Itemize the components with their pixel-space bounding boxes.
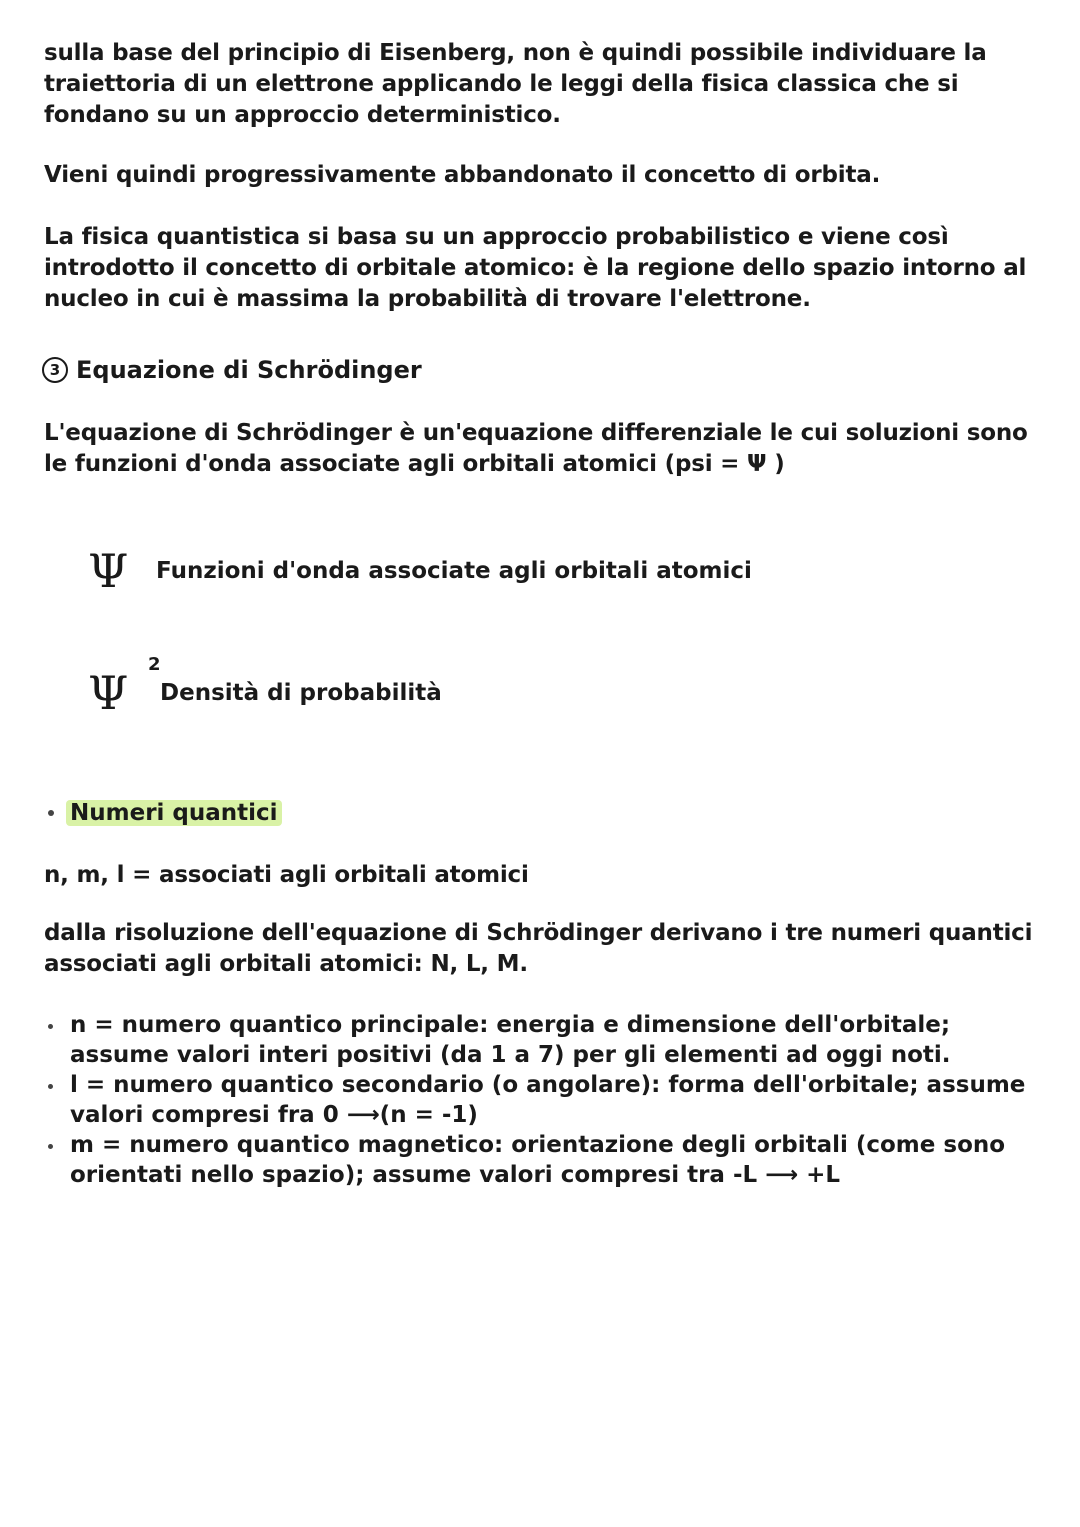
orbital-definition-paragraph — [44, 222, 1044, 315]
quantum-numbers-heading: Numeri quantici — [66, 800, 282, 826]
nml-text: n, m, l = associati agli orbitali atomici — [44, 862, 529, 888]
section-heading — [42, 356, 422, 384]
psi-squared-symbol — [88, 654, 161, 720]
psi-squared-base: Ψ — [88, 666, 129, 720]
section-number-badge: 3 — [42, 357, 68, 383]
orbit-abandon-text: Vieni quindi progressivamente abbandonato il concetto di orbita. — [44, 162, 881, 188]
nml-paragraph — [44, 860, 1044, 891]
derivation-text: dalla risoluzione dell'equazione di Schrödinger derivano i tre numeri quantici associati agli orbitali atomici: N, L, M. — [44, 920, 1033, 977]
psi-squared-row — [88, 654, 442, 720]
list-item: n = numero quantico principale: energia e dimensione dell'orbitale; assume valori interi positivi (da 1 a 7) per gli elementi ad oggi noti. — [44, 1010, 1044, 1070]
schrodinger-definition-paragraph — [44, 418, 1044, 480]
orbital-definition-text: La fisica quantistica si basa su un approccio probabilistico e viene così introdotto il concetto di orbitale atomico: è la regione dello spazio intorno al nucleo in cui è massima la probabilità di trovare l'elettrone. — [44, 224, 1027, 312]
bullet-dot — [48, 810, 54, 816]
orbit-abandon-paragraph — [44, 160, 1044, 191]
psi-squared-exponent: 2 — [148, 654, 161, 675]
heisenberg-paragraph — [44, 38, 1044, 131]
section-title: Equazione di Schrödinger — [76, 356, 422, 384]
psi-symbol: Ψ — [88, 544, 129, 598]
quantum-numbers-heading-row — [48, 800, 282, 826]
schrodinger-definition-text: L'equazione di Schrödinger è un'equazione differenziale le cui soluzioni sono le funzioni d'onda associate agli orbitali atomici (psi = Ψ ) — [44, 420, 1028, 477]
psi-definition-row — [88, 544, 752, 598]
list-item: l = numero quantico secondario (o angolare): forma dell'orbitale; assume valori compresi fra 0 ⟶(n = -1) — [44, 1070, 1044, 1130]
psi-label: Funzioni d'onda associate agli orbitali atomici — [156, 558, 752, 584]
quantum-numbers-list — [44, 1010, 1044, 1190]
heisenberg-text: sulla base del principio di Eisenberg, non è quindi possibile individuare la traiettoria di un elettrone applicando le leggi della fisica classica che si fondano su un approccio deterministico. — [44, 40, 987, 128]
list-item: m = numero quantico magnetico: orientazione degli orbitali (come sono orientati nello spazio); assume valori compresi tra -L ⟶ +L — [44, 1130, 1044, 1190]
psi-squared-label: Densità di probabilità — [160, 680, 442, 706]
derivation-paragraph — [44, 918, 1044, 980]
